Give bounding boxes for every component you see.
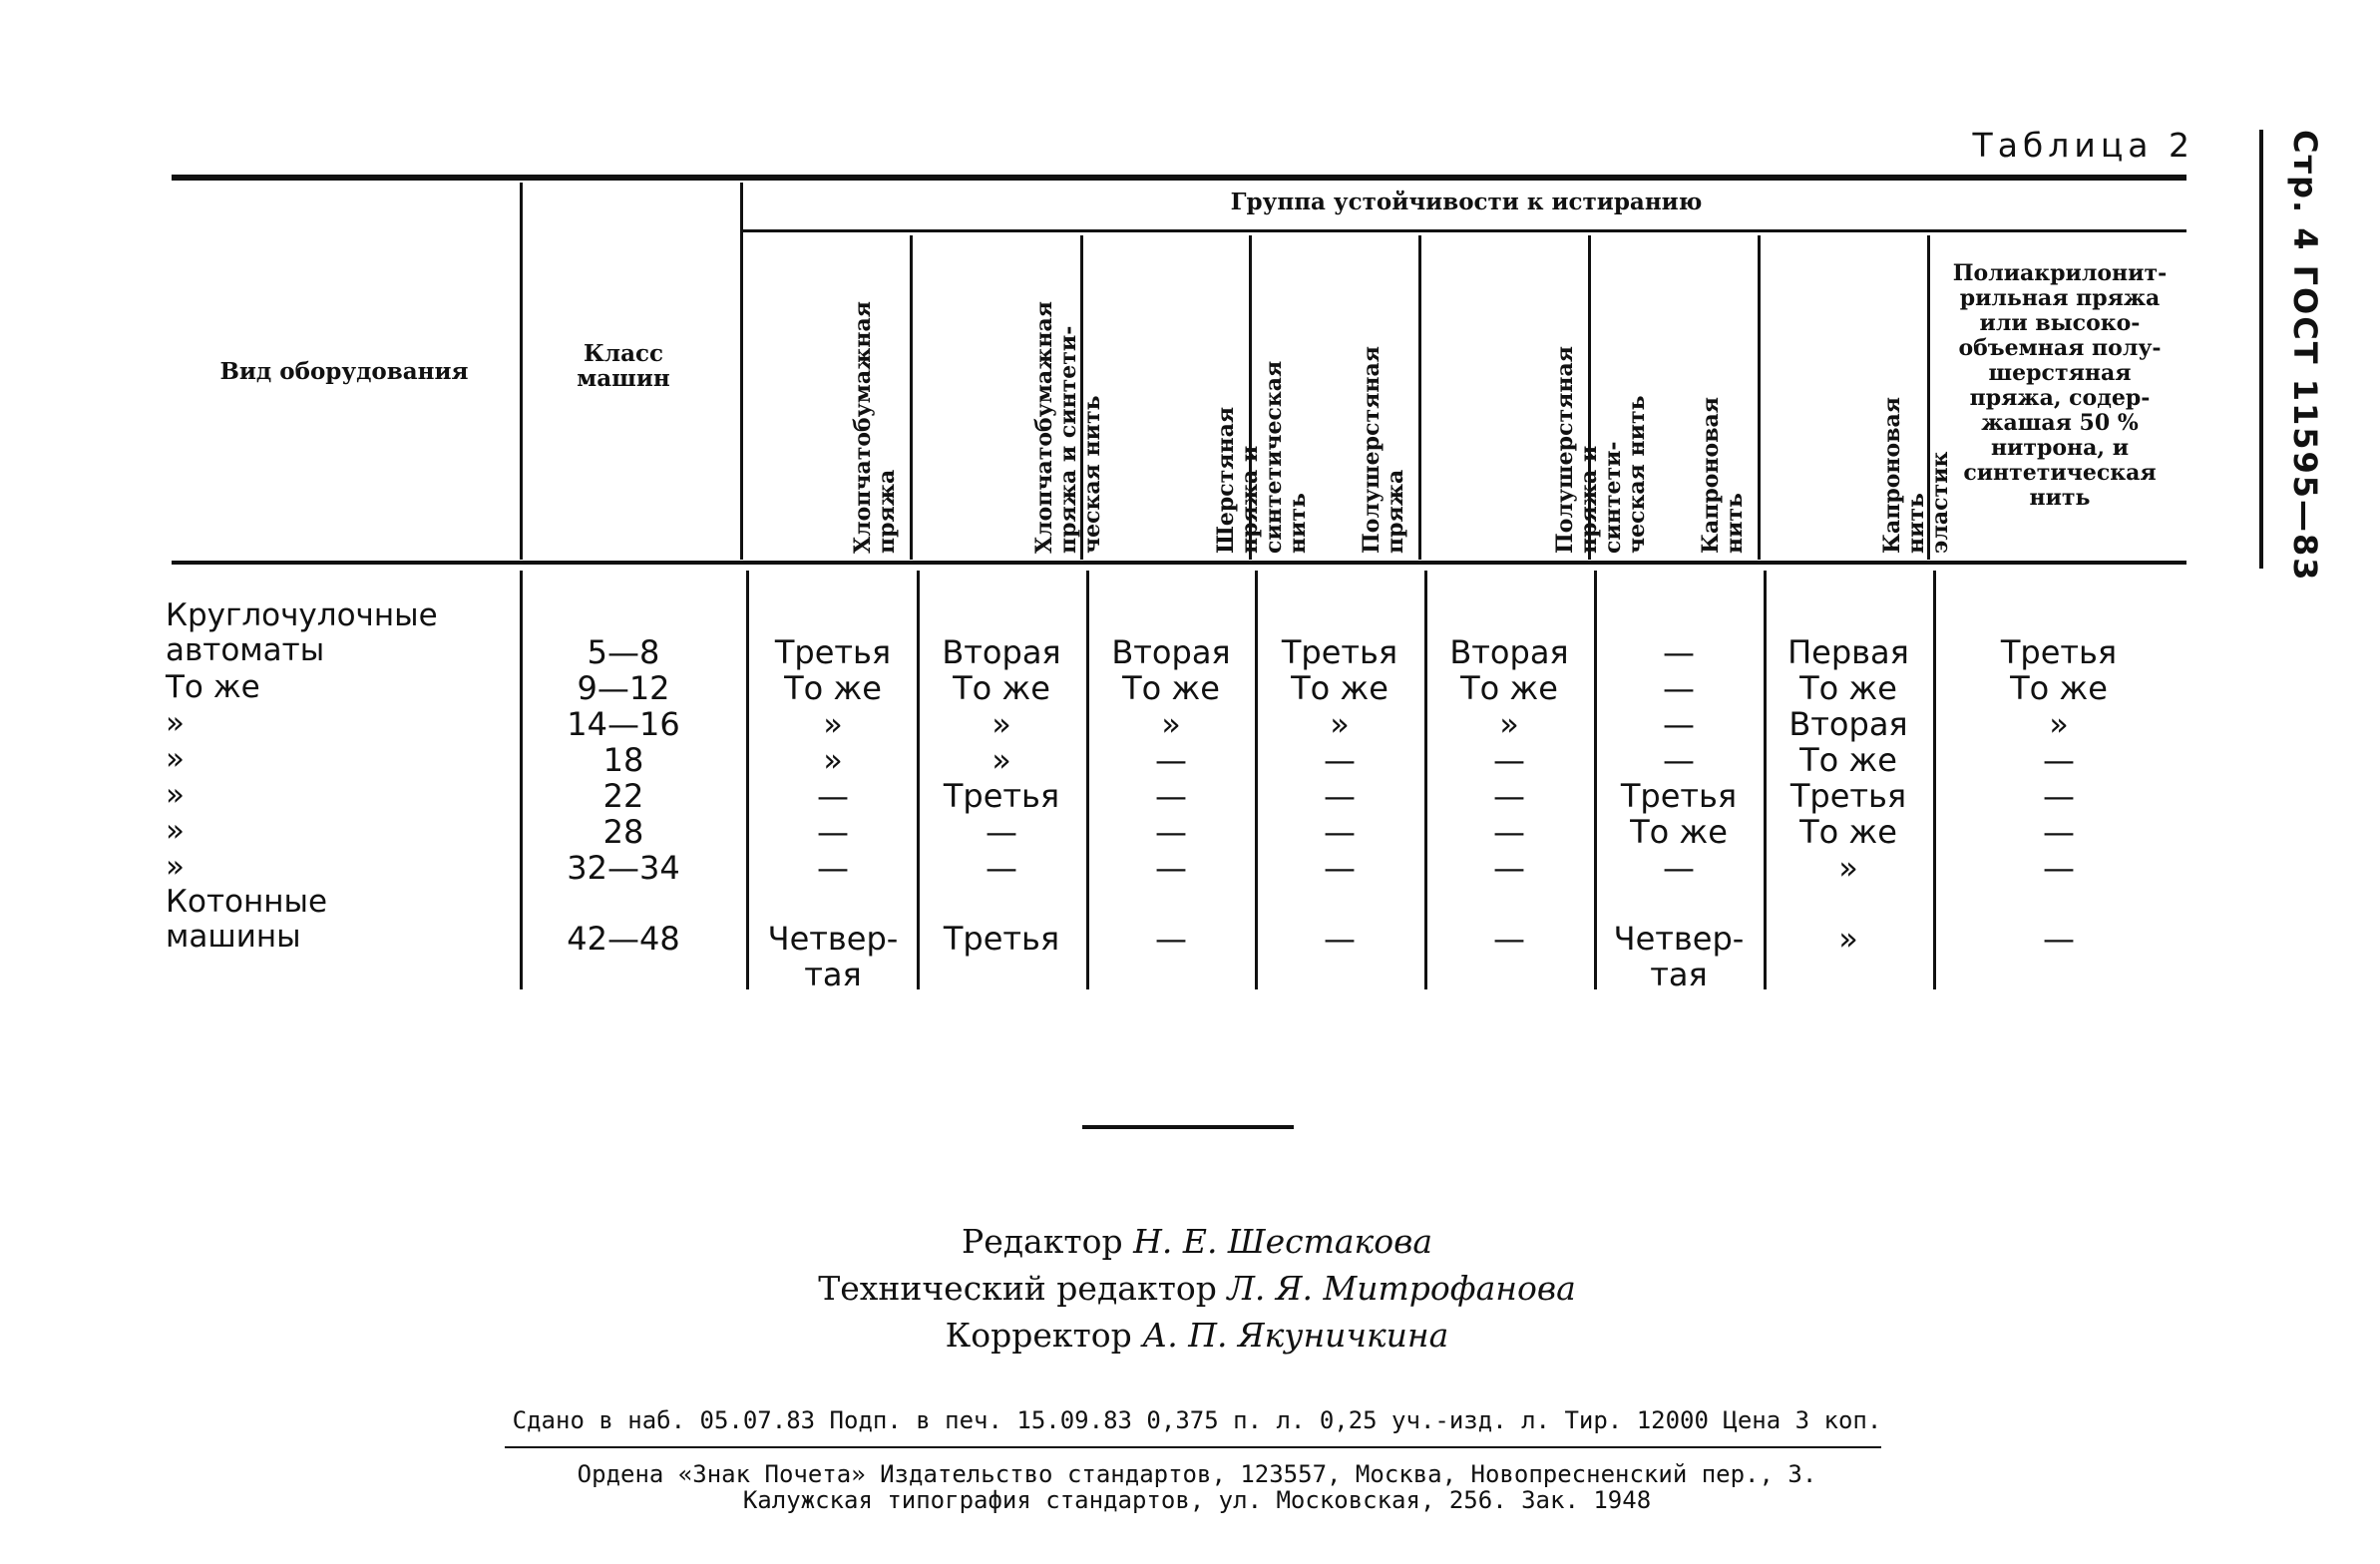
- table-cell: —: [2043, 741, 2075, 779]
- side-rule: [2259, 130, 2263, 569]
- row-label: »: [166, 849, 185, 885]
- table-cell: То же: [784, 669, 882, 707]
- table-cell: —: [1663, 633, 1695, 671]
- imprint-line-3: Калужская типография стандартов, ул. Московская, 256. Зак. 1948: [742, 1486, 1652, 1514]
- header-col-5: [1421, 239, 1650, 554]
- table-cell: —: [1663, 669, 1695, 707]
- header-col-1: [743, 239, 910, 554]
- credit-role: Редактор: [961, 1222, 1123, 1261]
- credit-name: А. П. Якуничкина: [1142, 1316, 1449, 1355]
- table-cell: —: [1493, 741, 1525, 779]
- table-cell: Вторая: [1111, 633, 1231, 671]
- header-col-5-label: Полушерстяная пряжа и синтети- ческая нить: [1551, 346, 1650, 554]
- table-cell: »: [1330, 705, 1350, 743]
- row-machine-class: 14—16: [567, 705, 680, 743]
- table-cell: —: [986, 849, 1017, 887]
- row-label: Круглочулочные автоматы: [166, 597, 438, 668]
- row-machine-class: 18: [602, 741, 644, 779]
- table-cell: То же: [1630, 813, 1728, 851]
- table-cell: Третья: [1281, 633, 1398, 671]
- row-label: »: [166, 777, 185, 813]
- credit-name: Л. Я. Митрофанова: [1227, 1269, 1576, 1308]
- table-cell: —: [2043, 777, 2075, 815]
- table-cell: —: [1493, 777, 1525, 815]
- table-cell: —: [2043, 920, 2075, 958]
- table-cell: »: [823, 705, 843, 743]
- table-cell: —: [1663, 849, 1695, 887]
- table-cell: Третья: [1620, 777, 1738, 815]
- table-cell: То же: [1799, 813, 1897, 851]
- row-machine-class: 5—8: [587, 633, 660, 671]
- table-cell: То же: [1460, 669, 1558, 707]
- header-machine-class: Класс машин: [577, 340, 670, 392]
- header-col-7: [1761, 239, 1953, 554]
- table-cell: »: [1838, 849, 1858, 887]
- table-cell: —: [817, 777, 849, 815]
- table-cell: —: [1324, 777, 1356, 815]
- header-col-3: [1083, 239, 1311, 554]
- table-cell: —: [2043, 813, 2075, 851]
- row-label: »: [166, 741, 185, 777]
- table-cell: —: [1155, 849, 1187, 887]
- table-cell: Третья: [2000, 633, 2118, 671]
- table-cell: Третья: [943, 777, 1060, 815]
- table-cell: То же: [1799, 741, 1897, 779]
- table-cell: —: [1663, 741, 1695, 779]
- table-top-rule: [172, 175, 2186, 181]
- table-cell: То же: [953, 669, 1050, 707]
- table-cell: —: [817, 849, 849, 887]
- table-cell: »: [1838, 920, 1858, 958]
- row-label: »: [166, 813, 185, 849]
- table-cell: »: [1499, 705, 1519, 743]
- table-cell: —: [2043, 849, 2075, 887]
- table-cell: То же: [1799, 669, 1897, 707]
- imprint-line-2: Ордена «Знак Почета» Издательство стандартов, 123557, Москва, Новопресненский пер., 3.: [577, 1460, 1817, 1488]
- running-header: [2272, 130, 2332, 583]
- header-group: Группа устойчивости к истиранию: [1230, 189, 1703, 215]
- header-col-6-label: Капроновая нить: [1697, 397, 1748, 554]
- table-cell: Третья: [774, 633, 892, 671]
- table-cell: —: [1493, 849, 1525, 887]
- table-cell: —: [1493, 813, 1525, 851]
- table-cell: —: [1155, 741, 1187, 779]
- header-col-6: [1591, 239, 1758, 554]
- credit-name: Н. Е. Шестакова: [1133, 1222, 1433, 1261]
- table-cell: То же: [2010, 669, 2108, 707]
- group-header-rule: [743, 229, 2186, 232]
- row-machine-class: 9—12: [577, 669, 670, 707]
- table-cell: —: [1324, 813, 1356, 851]
- header-bottom-rule: [172, 561, 2186, 565]
- credit-tech-editor: [698, 1269, 1696, 1309]
- table-cell: —: [1155, 777, 1187, 815]
- header-col-2-label: Хлопчатобумажная пряжа и синтети- ческая нить: [1031, 301, 1105, 554]
- running-header-text: Стр. 4 ГОСТ 11595—83: [2286, 130, 2324, 583]
- table-cell: Четвер- тая: [1613, 920, 1745, 993]
- row-label: Котонные машины: [166, 884, 328, 955]
- table-cell: То же: [1291, 669, 1388, 707]
- table-cell: Третья: [943, 920, 1060, 958]
- table-cell: Первая: [1787, 633, 1909, 671]
- table-cell: —: [1663, 705, 1695, 743]
- table-cell: —: [986, 813, 1017, 851]
- table-cell: —: [817, 813, 849, 851]
- table-cell: —: [1324, 920, 1356, 958]
- table-cell: Вторая: [1449, 633, 1569, 671]
- table-cell: Четвер- тая: [767, 920, 899, 993]
- row-label: »: [166, 705, 185, 741]
- row-machine-class: 32—34: [567, 849, 680, 887]
- table-cell: —: [1324, 741, 1356, 779]
- table-cell: —: [1324, 849, 1356, 887]
- row-machine-class: 28: [602, 813, 644, 851]
- table-caption: Таблица 2: [1972, 126, 2194, 165]
- imprint-line-1: Сдано в наб. 05.07.83 Подп. в печ. 15.09.83 0,375 п. л. 0,25 уч.-изд. л. Тир. 12000 Цена 3 коп.: [512, 1406, 1882, 1434]
- header-equipment: Вид оборудования: [219, 358, 469, 385]
- table-cell: Третья: [1789, 777, 1907, 815]
- row-label: То же: [166, 669, 260, 705]
- row-machine-class: 42—48: [567, 920, 680, 958]
- table-cell: »: [2049, 705, 2069, 743]
- header-divider: [520, 183, 523, 560]
- table-cell: Вторая: [1788, 705, 1908, 743]
- credit-role: Корректор: [945, 1316, 1132, 1355]
- header-col-8: Полиакрилонит- рильная пряжа или высоко- объемная полу- шерстяная пряжа, содер- жашая 50 % нитрона, и синтетическая нить: [1952, 260, 2168, 511]
- table-cell: —: [1155, 920, 1187, 958]
- credit-editor: [698, 1222, 1696, 1262]
- header-col-1-label: Хлопчатобумажная пряжа: [849, 301, 900, 554]
- table-cell: »: [823, 741, 843, 779]
- header-col-4-label: Полушерстяная пряжа: [1358, 346, 1408, 554]
- table-cell: —: [1493, 920, 1525, 958]
- table-cell: —: [1155, 813, 1187, 851]
- table-cell: »: [992, 741, 1011, 779]
- row-machine-class: 22: [602, 777, 644, 815]
- table-cell: »: [1161, 705, 1181, 743]
- section-separator: [1082, 1125, 1294, 1129]
- header-col-4: [1252, 239, 1418, 554]
- header-col-2: [913, 239, 1105, 554]
- imprint-rule: [505, 1446, 1881, 1448]
- body-divider: [520, 571, 523, 989]
- table-cell: То же: [1122, 669, 1220, 707]
- header-col-7-label: Капроновая нить эластик: [1878, 397, 1953, 554]
- table-cell: »: [992, 705, 1011, 743]
- credit-corrector: [698, 1316, 1696, 1356]
- credit-role: Технический редактор: [818, 1269, 1217, 1308]
- body-divider: [1933, 571, 1936, 989]
- table-cell: Вторая: [942, 633, 1061, 671]
- header-col-3-label: Шерстяная пряжа и синтетическая нить: [1213, 360, 1311, 554]
